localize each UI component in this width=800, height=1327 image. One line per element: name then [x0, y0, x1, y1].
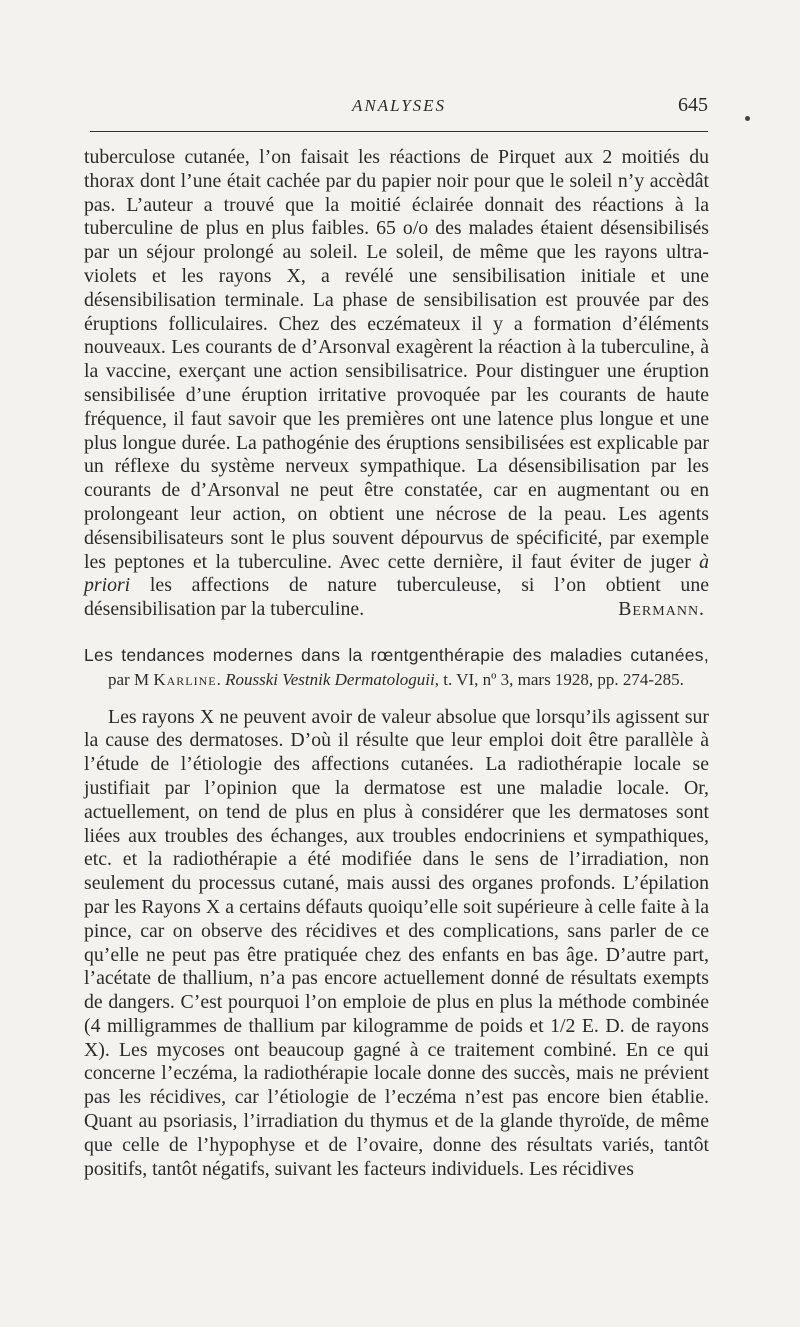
review-1-text-end: les affections de nature tuberculeuse, si l’on obtient une désensibilisation par la tuberculine.	[84, 574, 709, 621]
header-rule	[90, 131, 708, 132]
page-number: 645	[678, 94, 708, 116]
article-author: Karline	[153, 669, 217, 689]
italic-phrase: à priori	[84, 550, 709, 597]
review-1-paragraph	[84, 146, 709, 622]
page-body	[84, 146, 709, 1181]
article-title: Les tendances modernes dans la rœntgenthérapie des maladies cutanées,	[84, 644, 709, 665]
margin-mark	[745, 116, 750, 121]
running-head-title: ANALYSES	[351, 96, 447, 115]
review-1-text: tuberculose cutanée, l’on faisait les réactions de Pirquet aux 2 moitiés du thorax dont l’une était cachée par du papier noir pour que le soleil n’y accèdât pas. L’auteur a trouvé que la moitié éclairée donnait des réactions à la tuberculine de plus en plus faibles. 65 o/o des malades étaient désensibilisés par un séjour prolongé au soleil. Le soleil, de même que les rayons ultra-violets et les rayons X, a revélé une sensibilisation initiale et une désensibilisation terminale. La phase de sensibilisation est prouvée par des éruptions folliculaires. Chez des eczémateux il y a formation d’éléments nouveaux. Les courants de d’Arsonval exagèrent la réaction à la tuberculine, à la vaccine, exerçant une action sensibilisatrice. Pour distinguer une éruption sensibilisée d’une éruption irritative provoquée par les courants de haute fréquence, il faut savoir que les premières ont une latence plus longue et une plus longue durée. La pathogénie des éruptions sensibilisées est explicable par un réflexe du système nerveux sympathique. La désensibilisation par les courants de d’Arsonval ne peut être constatée, car en augmentant ou en prolongeant leur action, on obtient une nécrose de la peau. Les agents désensibilisateurs sont le plus souvent dépourvus de spécificité, par exemple les peptones et la tuberculine. Avec cette dernière, il faut éviter de juger	[84, 146, 709, 573]
citation-details: , t. VI, nº 3, mars 1928, pp. 274-285.	[434, 669, 684, 689]
by-text: par M	[108, 669, 154, 689]
review-2-paragraph: Les rayons X ne peuvent avoir de valeur absolue que lorsqu’ils agissent sur la cause des dermatoses. D’où il résulte que leur emploi doit être parallèle à l’étude de l’étiologie des affections cutanées. La radiothérapie locale se justifiait par l’opinion que la dermatose est une maladie locale. Or, actuellement, on tend de plus en plus à considérer que les dermatoses sont liées aux troubles des échanges, aux troubles endocriniens et sympathiques, etc. et la radiothérapie a été modifiée dans le sens de l’irradiation, non seulement du processus cutané, mais aussi des organes profonds. L’épilation par les Rayons X a certains défauts quoiqu’elle soit supérieure à celle faite à la pince, car on observe des récidives et des complications, sans parler de ce qu’elle ne peut pas être pratiquée chez des enfants en bas âge. D’autre part, l’acétate de thallium, n’a pas encore actuellement donné de résultats exempts de dangers. C’est pourquoi l’on emploie de plus en plus la méthode combinée (4 milligrammes de thallium par kilogramme de poids et 1/2 E. D. de rayons X). Les mycoses ont beaucoup gagné à ce traitement combiné. En ce qui concerne l’eczéma, la radiothérapie locale donne des succès, mais ne prévient pas les récidives, car l’étiologie de l’eczéma n’est pas encore bien établie. Quant au psoriasis, l’irradiation du thymus et de la glande thyroïde, de même que celle de l’hypophyse et de l’ovaire, donne des résultats variés, tantôt positifs, tantôt négatifs, suivant les facteurs individuels. Les récidives	[84, 705, 709, 1180]
journal-name: Rousski Vestnik Dermatologuii	[225, 669, 435, 689]
reviewer-signature: Bermann.	[618, 598, 705, 621]
running-head	[90, 92, 708, 118]
review-2-heading: Les tendances modernes dans la rœntgenthérapie des maladies cutanées, par M Karline. Rousski Vestnik Dermatologuii, t. VI, nº 3, mars 1928, pp. 274-285.	[84, 644, 709, 689]
